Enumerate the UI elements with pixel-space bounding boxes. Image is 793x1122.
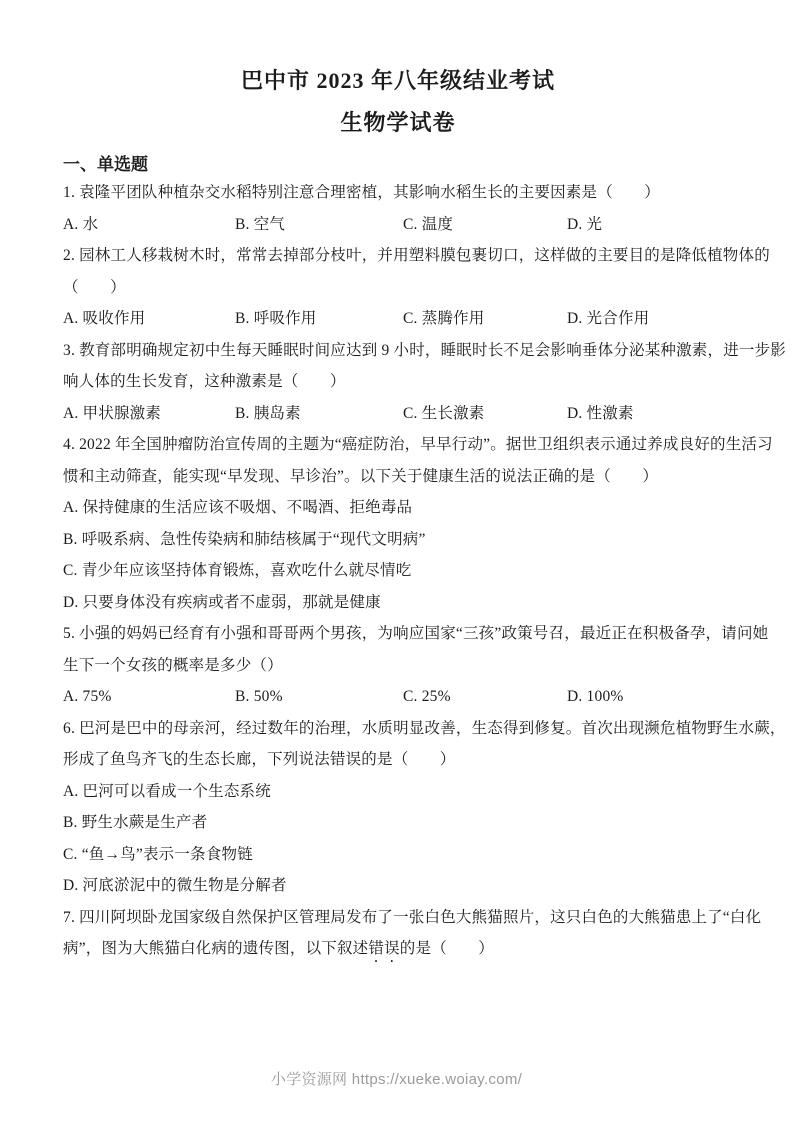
question-2-answer-blank: （ ） [63,278,126,296]
question-3-options [63,398,733,430]
question-5-option-c: C. 25% [403,688,451,705]
question-4-text-line-1: 4. 2022 年全国肿瘤防治宣传周的主题为“癌症防治，早早行动”。据世卫组织表示通过养成良好的生活习 [63,436,773,453]
question-6-option-b: B. 野生水蕨是生产者 [63,814,208,831]
question-3-text-line-2: 响人体的生长发育，这种激素是（ ） [63,373,346,390]
question-4-text-line-2: 惯和主动筛查，能实现“早发现、早诊治”。以下关于健康生活的说法正确的是（ ） [63,467,659,485]
question-5-option-b: B. 50% [235,688,283,705]
question-2-option-a: A. 吸收作用 [63,310,146,327]
question-5-text-line-1: 5. 小强的妈妈已经育有小强和哥哥两个男孩，为响应国家“三孩”政策号召，最近正在积极备孕，请问她 [63,625,769,642]
question-7-text-line-1: 7. 四川阿坝卧龙国家级自然保护区管理局发布了一张白色大熊猫照片，这只白色的大熊猫患上了“白化 [63,908,762,926]
page-subtitle: 生物学试卷 [340,110,456,135]
question-7-line-2-pre: 病”，图为大熊猫白化病的遗传图，以下叙述 [63,940,369,957]
question-2-text-line-1: 2. 园林工人移栽树木时，常常去掉部分枝叶，并用塑料膜包裹切口，这样做的主要目的是降低植物体的 [63,247,770,264]
exam-paper [63,60,787,966]
question-5-option-a: A. 75% [63,688,112,705]
question-5-option-d: D. 100% [567,688,624,705]
question-3-option-d: D. 性激素 [567,404,634,422]
question-5-text-line-2: 生下一个女孩的概率是多少（） [63,656,283,674]
question-6-option-d: D. 河底淤泥中的微生物是分解者 [63,877,287,894]
question-1-option-c: C. 温度 [403,215,454,233]
question-5-options [63,681,733,713]
question-3-option-a: A. 甲状腺激素 [63,404,162,422]
question-2-option-c: C. 蒸腾作用 [403,310,485,327]
question-1-option-d: D. 光 [567,215,603,233]
question-1-options [63,209,733,241]
question-3-option-b: B. 胰岛素 [235,404,301,422]
question-3-option-c: C. 生长激素 [403,404,485,422]
question-1-text: 1. 袁隆平团队种植杂交水稻特别注意合理密植，其影响水稻生长的主要因素是（ ） [63,184,661,201]
question-4-option-c: C. 青少年应该坚持体育锻炼，喜欢吃什么就尽情吃 [63,562,412,579]
question-6-text-line-2: 形成了鱼鸟齐飞的生态长廊，下列说法错误的是（ ） [63,751,456,768]
question-6-text-line-1: 6. 巴河是巴中的母亲河，经过数年的治理，水质明显改善，生态得到修复。首次出现濒危植物野生水蕨， [63,719,786,737]
question-7-line-2-emphasized: 错误 [368,940,400,957]
question-6-option-a: A. 巴河可以看成一个生态系统 [63,782,271,800]
question-2-option-b: B. 呼吸作用 [235,310,317,327]
question-6-option-c: C. “鱼→鸟”表示一条食物链 [63,845,253,863]
question-7-line-2-post: 的是（ ） [399,940,494,957]
page-title: 巴中市 2023 年八年级结业考试 [240,68,555,93]
question-3-text-line-1: 3. 教育部明确规定初中生每天睡眠时间应达到 9 小时，睡眠时长不足会影响垂体分泌某种激素，进一步影 [63,341,787,359]
question-1-option-a: A. 水 [63,215,99,233]
question-2-options [63,303,733,335]
section-heading-multiple-choice: 一、单选题 [63,155,148,174]
question-4-option-b: B. 呼吸系病、急性传染病和肺结核属于“现代文明病” [63,530,426,548]
question-4-option-d: D. 只要身体没有疾病或者不虚弱，那就是健康 [63,593,381,611]
watermark-site-url: 小学资源网 https://xueke.woiay.com/ [270,1071,523,1088]
question-4-option-a: A. 保持健康的生活应该不吸烟、不喝酒、拒绝毒品 [63,499,413,516]
question-7-text-line-2 [63,933,733,966]
question-1-option-b: B. 空气 [235,215,286,233]
question-2-option-d: D. 光合作用 [567,310,650,327]
